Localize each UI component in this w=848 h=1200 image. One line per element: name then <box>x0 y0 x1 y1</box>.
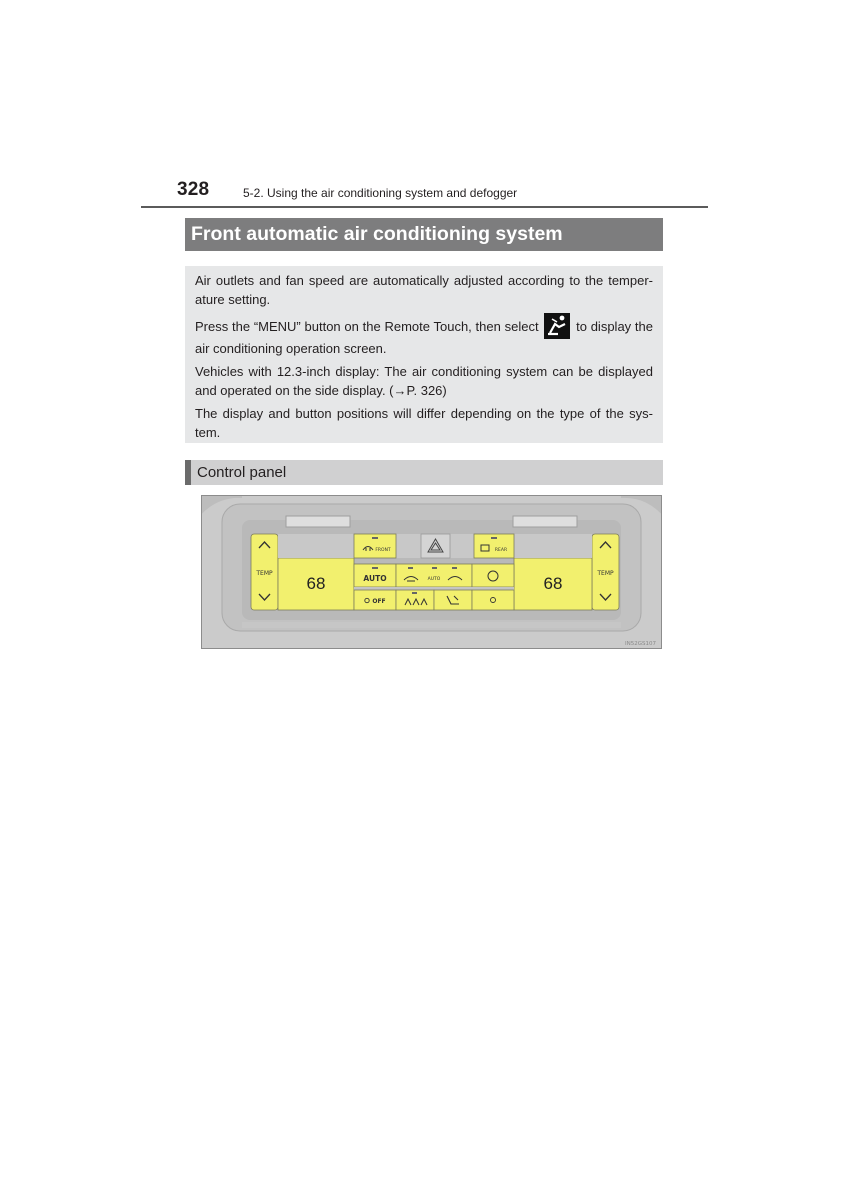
auto-label: AUTO <box>363 574 387 583</box>
intro-paragraph-4: The display and button positions will differ depending on the type of the sys-tem. <box>195 406 653 440</box>
intro-p2-before: Press the “MENU” button on the Remote Touch, then select <box>195 319 539 334</box>
intro-paragraph-3: Vehicles with 12.3-inch display: The air conditioning system can be displayed and operated on the side display. (→P. 326) <box>195 364 653 398</box>
fan-speed-button[interactable] <box>472 590 514 610</box>
left-temp-label: TEMP <box>256 570 273 577</box>
auto-button[interactable] <box>354 564 396 587</box>
image-code: IN52GS107 <box>625 641 656 647</box>
page-number: 328 <box>177 179 210 200</box>
header-rule <box>141 206 708 208</box>
right-temp-value: 68 <box>543 574 563 593</box>
right-temp-label: TEMP <box>597 570 614 577</box>
front-defroster-button[interactable] <box>354 534 396 558</box>
left-temp-value: 68 <box>306 574 326 593</box>
climate-seat-icon <box>544 313 570 339</box>
airflow-mode-button[interactable] <box>396 564 472 587</box>
outlet-mode-button[interactable] <box>434 590 472 610</box>
hazard-button[interactable] <box>421 534 450 558</box>
section-title: 5-2. Using the air conditioning system and defogger <box>243 186 518 200</box>
front-defrost-label: FRONT <box>375 548 391 553</box>
control-panel-heading: Control panel <box>185 460 663 485</box>
auto-small-label: AUTO <box>427 577 441 582</box>
mode-button[interactable] <box>396 590 434 610</box>
left-temp-rocker[interactable] <box>251 534 278 610</box>
intro-paragraph-1: Air outlets and fan speed are automatically adjusted according to the temper-ature setting. <box>195 273 653 307</box>
rear-defrost-label: REAR <box>494 548 508 553</box>
fan-button[interactable] <box>472 564 514 587</box>
ac-off-label: OFF <box>372 598 386 605</box>
rear-defroster-button[interactable] <box>474 534 514 558</box>
right-temp-rocker[interactable] <box>592 534 619 610</box>
control-panel-image <box>201 495 662 649</box>
intro-box <box>185 266 663 443</box>
intro-paragraph-2 <box>195 313 653 358</box>
ac-off-button[interactable] <box>354 590 396 610</box>
intro-p2-after: to display the air conditioning operation screen. <box>195 319 654 356</box>
title-bar: Front automatic air conditioning system <box>185 218 663 251</box>
